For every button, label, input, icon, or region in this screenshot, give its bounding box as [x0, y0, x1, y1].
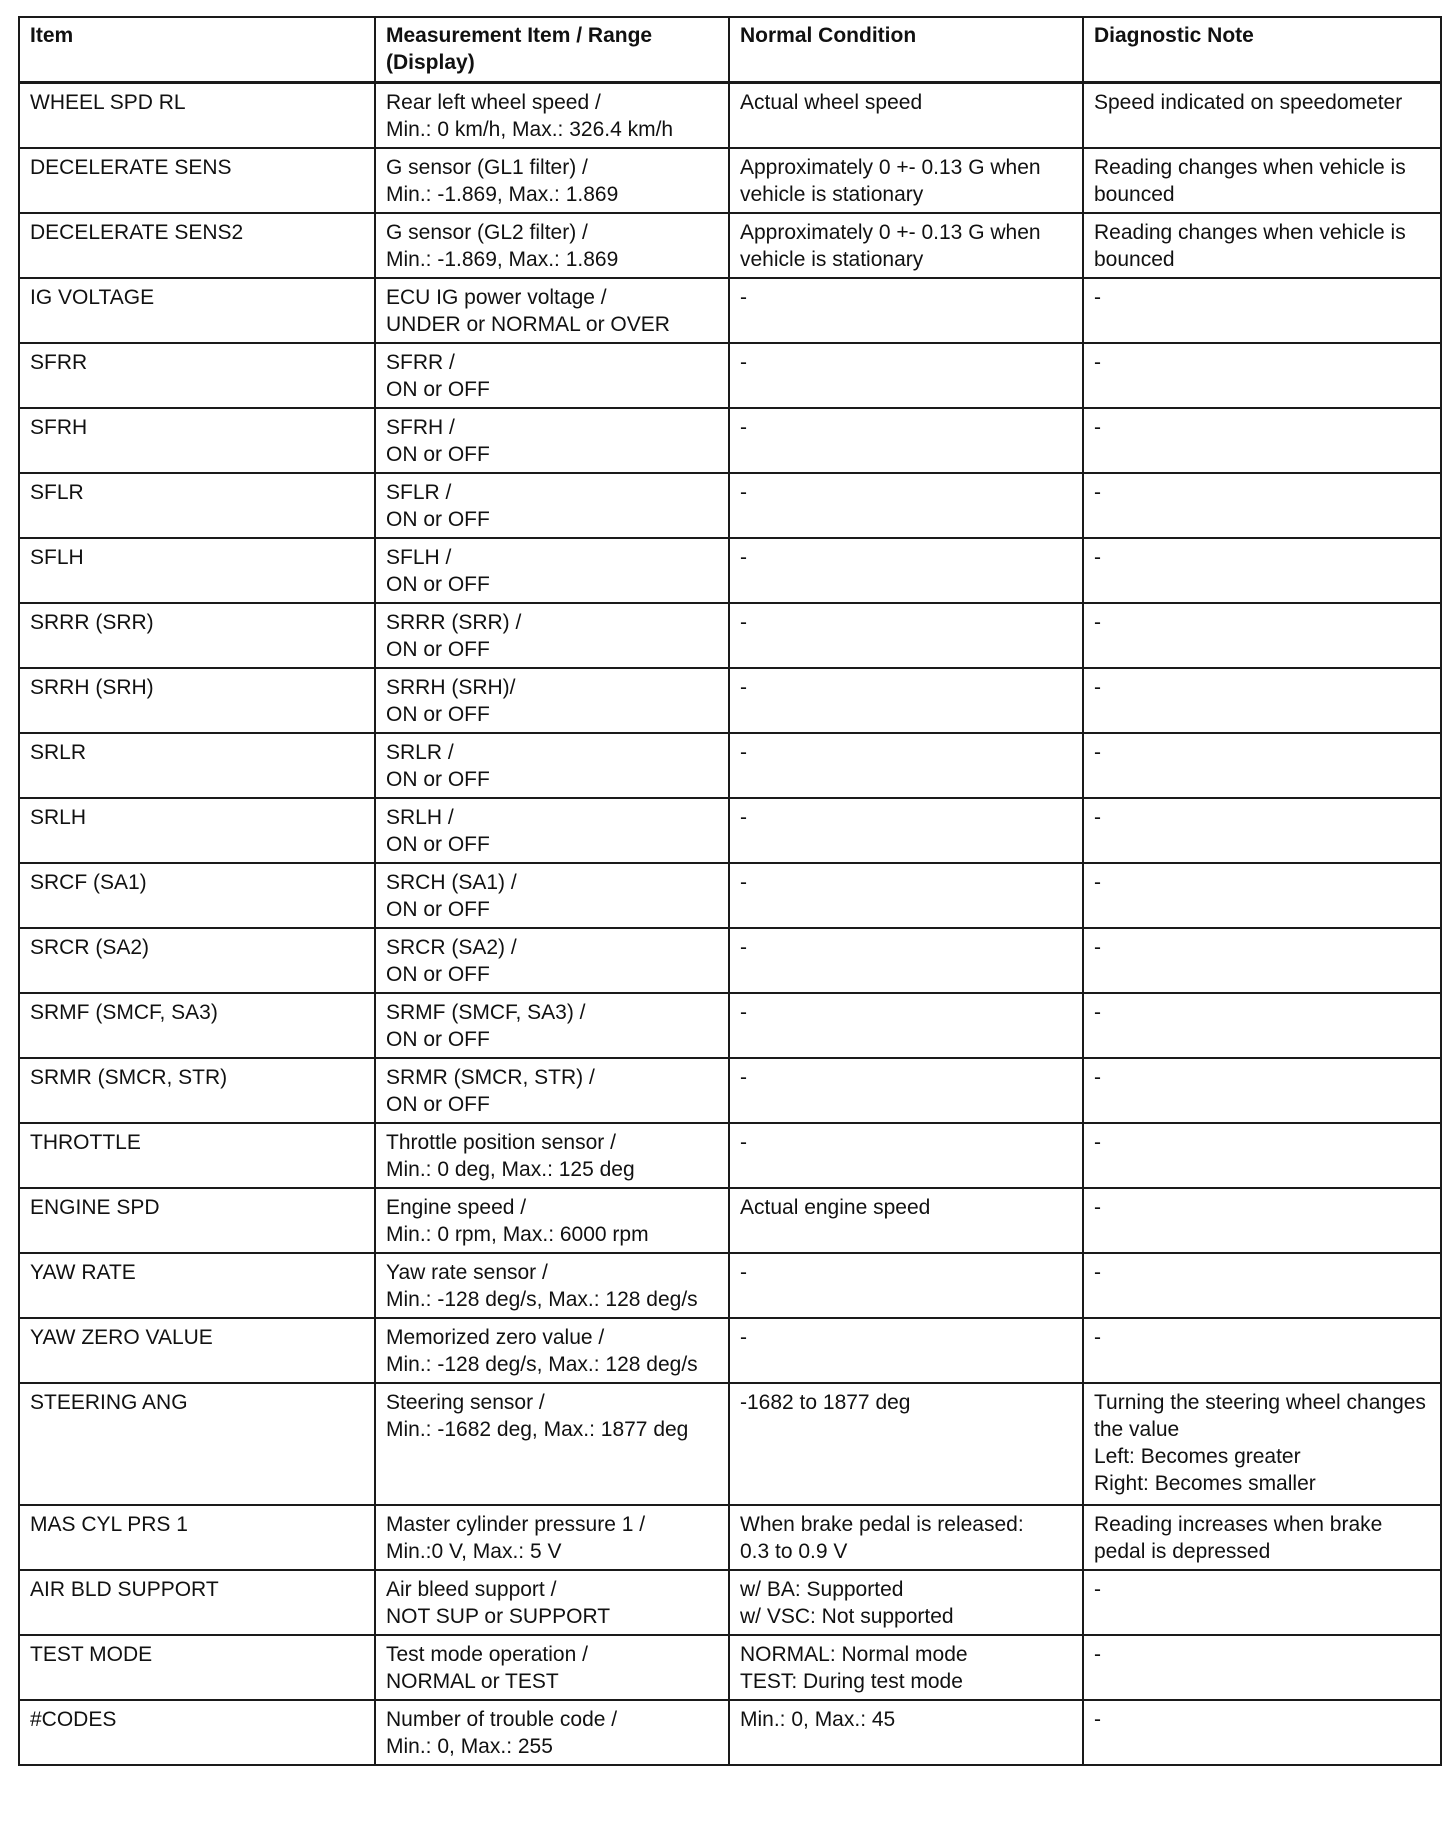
cell-normal-condition: - [729, 928, 1083, 993]
cell-measurement-range: SRRR (SRR) / ON or OFF [375, 603, 729, 668]
cell-measurement-range: Memorized zero value / Min.: -128 deg/s, Max.: 128 deg/s [375, 1318, 729, 1383]
cell-item: SRMR (SMCR, STR) [19, 1058, 375, 1123]
header-measurement-range: Measurement Item / Range (Display) [375, 17, 729, 83]
cell-item: SFRH [19, 408, 375, 473]
table-row [19, 928, 1441, 993]
cell-item: STEERING ANG [19, 1383, 375, 1505]
data-list-sheet [18, 16, 1440, 1766]
table-row [19, 1253, 1441, 1318]
cell-normal-condition: -1682 to 1877 deg [729, 1383, 1083, 1505]
table-row [19, 863, 1441, 928]
cell-diagnostic-note: - [1083, 668, 1441, 733]
cell-normal-condition: - [729, 1123, 1083, 1188]
cell-measurement-range: G sensor (GL2 filter) / Min.: -1.869, Max.: 1.869 [375, 213, 729, 278]
table-row [19, 83, 1441, 149]
header-item: Item [19, 17, 375, 83]
table-row [19, 798, 1441, 863]
cell-normal-condition: - [729, 473, 1083, 538]
cell-measurement-range: SFRH / ON or OFF [375, 408, 729, 473]
cell-diagnostic-note: Turning the steering wheel changes the value Left: Becomes greater Right: Becomes smaller [1083, 1383, 1441, 1505]
cell-item: SFLH [19, 538, 375, 603]
cell-diagnostic-note: Speed indicated on speedometer [1083, 83, 1441, 149]
table-header [19, 17, 1441, 83]
cell-item: YAW ZERO VALUE [19, 1318, 375, 1383]
table-row [19, 148, 1441, 213]
cell-diagnostic-note: - [1083, 1058, 1441, 1123]
cell-measurement-range: SFLH / ON or OFF [375, 538, 729, 603]
cell-diagnostic-note: - [1083, 1700, 1441, 1765]
cell-normal-condition: - [729, 993, 1083, 1058]
cell-measurement-range: Throttle position sensor / Min.: 0 deg, Max.: 125 deg [375, 1123, 729, 1188]
cell-normal-condition: - [729, 798, 1083, 863]
cell-normal-condition: - [729, 538, 1083, 603]
table-row [19, 733, 1441, 798]
cell-item: THROTTLE [19, 1123, 375, 1188]
cell-measurement-range: SRMR (SMCR, STR) / ON or OFF [375, 1058, 729, 1123]
cell-diagnostic-note: - [1083, 928, 1441, 993]
cell-measurement-range: SRRH (SRH)/ ON or OFF [375, 668, 729, 733]
cell-item: SRLH [19, 798, 375, 863]
cell-diagnostic-note: - [1083, 798, 1441, 863]
cell-normal-condition: - [729, 603, 1083, 668]
table-row [19, 408, 1441, 473]
cell-measurement-range: Master cylinder pressure 1 / Min.:0 V, Max.: 5 V [375, 1505, 729, 1570]
table-row [19, 993, 1441, 1058]
cell-measurement-range: SFLR / ON or OFF [375, 473, 729, 538]
cell-normal-condition: - [729, 1253, 1083, 1318]
cell-diagnostic-note: - [1083, 993, 1441, 1058]
cell-item: WHEEL SPD RL [19, 83, 375, 149]
cell-item: SFRR [19, 343, 375, 408]
cell-diagnostic-note: Reading changes when vehicle is bounced [1083, 148, 1441, 213]
table-row [19, 473, 1441, 538]
cell-diagnostic-note: Reading changes when vehicle is bounced [1083, 213, 1441, 278]
cell-measurement-range: Steering sensor / Min.: -1682 deg, Max.: 1877 deg [375, 1383, 729, 1505]
cell-measurement-range: Engine speed / Min.: 0 rpm, Max.: 6000 rpm [375, 1188, 729, 1253]
cell-diagnostic-note: - [1083, 538, 1441, 603]
cell-item: SFLR [19, 473, 375, 538]
cell-measurement-range: Number of trouble code / Min.: 0, Max.: 255 [375, 1700, 729, 1765]
cell-diagnostic-note: - [1083, 408, 1441, 473]
cell-item: #CODES [19, 1700, 375, 1765]
table-row [19, 1058, 1441, 1123]
table-row [19, 1188, 1441, 1253]
table-row [19, 1383, 1441, 1505]
cell-item: SRCF (SA1) [19, 863, 375, 928]
cell-diagnostic-note: - [1083, 1570, 1441, 1635]
cell-measurement-range: ECU IG power voltage / UNDER or NORMAL or OVER [375, 278, 729, 343]
cell-normal-condition: - [729, 733, 1083, 798]
cell-item: SRMF (SMCF, SA3) [19, 993, 375, 1058]
table-row [19, 1700, 1441, 1765]
cell-item: SRRR (SRR) [19, 603, 375, 668]
cell-diagnostic-note: - [1083, 1123, 1441, 1188]
cell-diagnostic-note: - [1083, 1253, 1441, 1318]
cell-normal-condition: Approximately 0 +- 0.13 G when vehicle is stationary [729, 213, 1083, 278]
cell-normal-condition: - [729, 278, 1083, 343]
cell-normal-condition: - [729, 668, 1083, 733]
cell-normal-condition: Actual wheel speed [729, 83, 1083, 149]
cell-measurement-range: SRMF (SMCF, SA3) / ON or OFF [375, 993, 729, 1058]
cell-diagnostic-note: - [1083, 343, 1441, 408]
cell-normal-condition: - [729, 1318, 1083, 1383]
cell-item: SRRH (SRH) [19, 668, 375, 733]
table-row [19, 1318, 1441, 1383]
cell-diagnostic-note: - [1083, 1188, 1441, 1253]
cell-diagnostic-note: - [1083, 1635, 1441, 1700]
header-row [19, 17, 1441, 83]
cell-item: SRLR [19, 733, 375, 798]
cell-diagnostic-note: Reading increases when brake pedal is depressed [1083, 1505, 1441, 1570]
cell-measurement-range: Test mode operation / NORMAL or TEST [375, 1635, 729, 1700]
cell-item: SRCR (SA2) [19, 928, 375, 993]
table-row [19, 1123, 1441, 1188]
table-row [19, 538, 1441, 603]
cell-normal-condition: Min.: 0, Max.: 45 [729, 1700, 1083, 1765]
cell-item: YAW RATE [19, 1253, 375, 1318]
cell-measurement-range: SFRR / ON or OFF [375, 343, 729, 408]
cell-measurement-range: Yaw rate sensor / Min.: -128 deg/s, Max.: 128 deg/s [375, 1253, 729, 1318]
cell-normal-condition: Approximately 0 +- 0.13 G when vehicle is stationary [729, 148, 1083, 213]
cell-measurement-range: Air bleed support / NOT SUP or SUPPORT [375, 1570, 729, 1635]
cell-diagnostic-note: - [1083, 278, 1441, 343]
cell-measurement-range: G sensor (GL1 filter) / Min.: -1.869, Max.: 1.869 [375, 148, 729, 213]
table-row [19, 1505, 1441, 1570]
cell-normal-condition: w/ BA: Supported w/ VSC: Not supported [729, 1570, 1083, 1635]
cell-measurement-range: SRCR (SA2) / ON or OFF [375, 928, 729, 993]
header-diagnostic-note: Diagnostic Note [1083, 17, 1441, 83]
table-row [19, 343, 1441, 408]
cell-normal-condition: - [729, 343, 1083, 408]
cell-item: MAS CYL PRS 1 [19, 1505, 375, 1570]
cell-measurement-range: Rear left wheel speed / Min.: 0 km/h, Max.: 326.4 km/h [375, 83, 729, 149]
data-list-table [18, 16, 1442, 1766]
cell-normal-condition: When brake pedal is released: 0.3 to 0.9 V [729, 1505, 1083, 1570]
table-row [19, 213, 1441, 278]
table-row [19, 668, 1441, 733]
cell-item: DECELERATE SENS2 [19, 213, 375, 278]
cell-diagnostic-note: - [1083, 733, 1441, 798]
cell-diagnostic-note: - [1083, 603, 1441, 668]
table-row [19, 278, 1441, 343]
cell-normal-condition: - [729, 408, 1083, 473]
cell-item: IG VOLTAGE [19, 278, 375, 343]
cell-diagnostic-note: - [1083, 863, 1441, 928]
table-row [19, 1570, 1441, 1635]
cell-normal-condition: NORMAL: Normal mode TEST: During test mode [729, 1635, 1083, 1700]
table-body [19, 83, 1441, 1766]
cell-normal-condition: Actual engine speed [729, 1188, 1083, 1253]
cell-item: DECELERATE SENS [19, 148, 375, 213]
cell-measurement-range: SRLH / ON or OFF [375, 798, 729, 863]
table-row [19, 603, 1441, 668]
cell-normal-condition: - [729, 1058, 1083, 1123]
cell-normal-condition: - [729, 863, 1083, 928]
cell-item: TEST MODE [19, 1635, 375, 1700]
cell-measurement-range: SRLR / ON or OFF [375, 733, 729, 798]
cell-item: AIR BLD SUPPORT [19, 1570, 375, 1635]
header-normal-condition: Normal Condition [729, 17, 1083, 83]
cell-diagnostic-note: - [1083, 1318, 1441, 1383]
cell-diagnostic-note: - [1083, 473, 1441, 538]
cell-measurement-range: SRCH (SA1) / ON or OFF [375, 863, 729, 928]
table-row [19, 1635, 1441, 1700]
cell-item: ENGINE SPD [19, 1188, 375, 1253]
